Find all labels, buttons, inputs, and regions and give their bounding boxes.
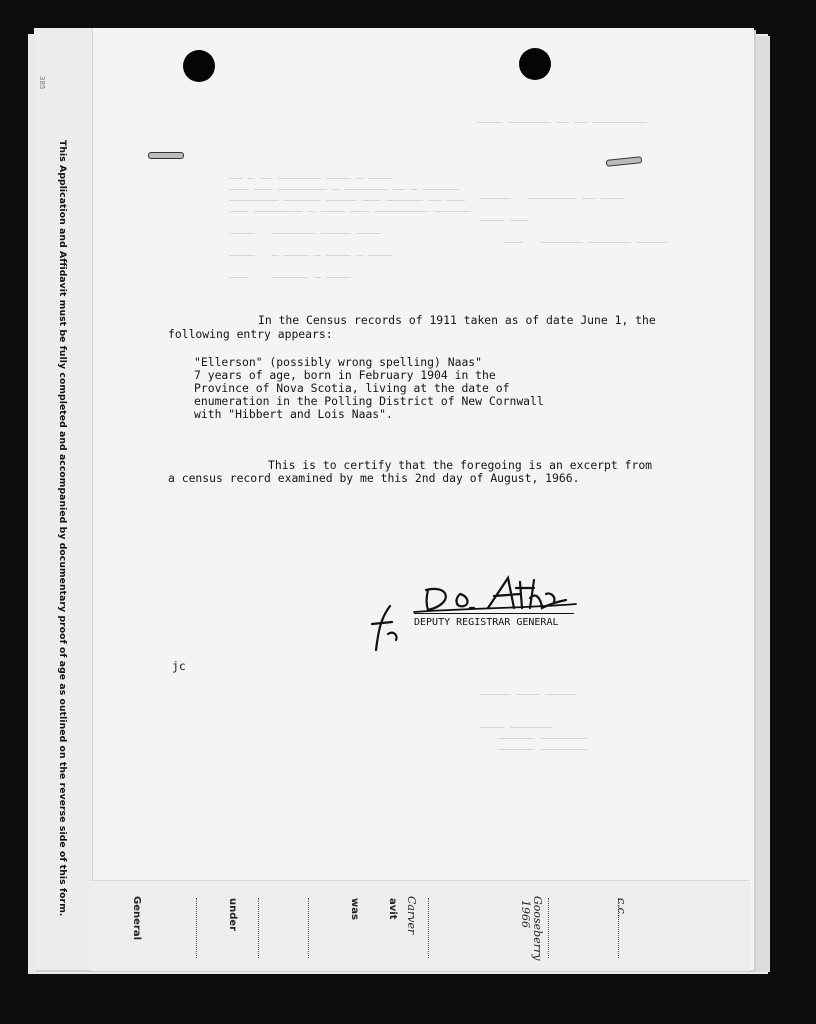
form-label-was: was: [349, 898, 360, 920]
entry-line-3: Province of Nova Scotia, living at the date of: [194, 381, 510, 395]
bleed-through-closing: ───── ──── ───── ──── ─────── ────── ──────── ────── ────────: [480, 690, 589, 756]
bleed-through-left: ── ─ ── ─────── ──── ─ ──── ─── ─── ──────── ─ ─────── ── ─ ────── ──────── ────── ───── ─── ────── ── ─── ─── ──────── ─ ──── ─── ───────── ────── ──── ─────── ───── ──── ──── ─ ──── ─ ──── ─ ──── ─── ────── ─ ────: [230, 174, 471, 284]
bleed-through-right: ──── ─────── ── ── ─────────: [478, 118, 647, 129]
handwritten-year: 1966: [519, 900, 532, 928]
signature-title: DEPUTY REGISTRAR GENERAL: [414, 617, 559, 628]
form-label-avit: avit: [387, 898, 398, 920]
handwritten-initials: c.c.: [615, 898, 628, 918]
dotted-field-3: [308, 898, 309, 958]
entry-line-1: "Ellerson" (possibly wrong spelling) Naas": [194, 355, 483, 369]
intro-line-1: In the Census records of 1911 taken as of date June 1, the: [258, 313, 656, 327]
bleed-through-right-2: ───── ──────── ── ──── ──── ─── ─── ─────── ─────── ─────: [480, 194, 667, 249]
signature-underline: [414, 613, 574, 614]
form-label-under: under: [227, 898, 238, 932]
handwritten-place: Gooseberry: [531, 896, 544, 961]
entry-line-2: 7 years of age, born in February 1904 in the: [194, 368, 496, 382]
form-label-general: General: [131, 896, 142, 940]
document-page: [34, 28, 754, 970]
certify-line-1: This is to certify that the foregoing is an excerpt from: [268, 458, 653, 472]
dotted-field-5: [548, 898, 549, 958]
typist-initials: jc: [172, 659, 186, 673]
punch-hole-right: [519, 48, 551, 80]
margin-instruction: This Application and Affidavit must be fully completed and accompanied by documentary proof of age as outlined on the reverse side of this form.: [57, 140, 68, 917]
handwritten-carver: Carver: [405, 896, 418, 935]
certify-line-2: a census record examined by me this 2nd day of August, 1966.: [168, 471, 580, 485]
punch-hole-left: [183, 50, 215, 82]
form-number: 385: [38, 76, 46, 90]
intro-line-2: following entry appears:: [168, 327, 333, 341]
staple-mark-left: [148, 152, 184, 159]
dotted-field-2: [258, 898, 259, 958]
dotted-field-4: [428, 898, 429, 958]
page-edge: [752, 36, 770, 972]
entry-line-4: enumeration in the Polling District of New Cornwall: [194, 394, 544, 408]
dotted-field-1: [196, 898, 197, 958]
entry-line-5: with "Hibbert and Lois Naas".: [194, 407, 393, 421]
underlying-form-strip: [90, 880, 750, 971]
